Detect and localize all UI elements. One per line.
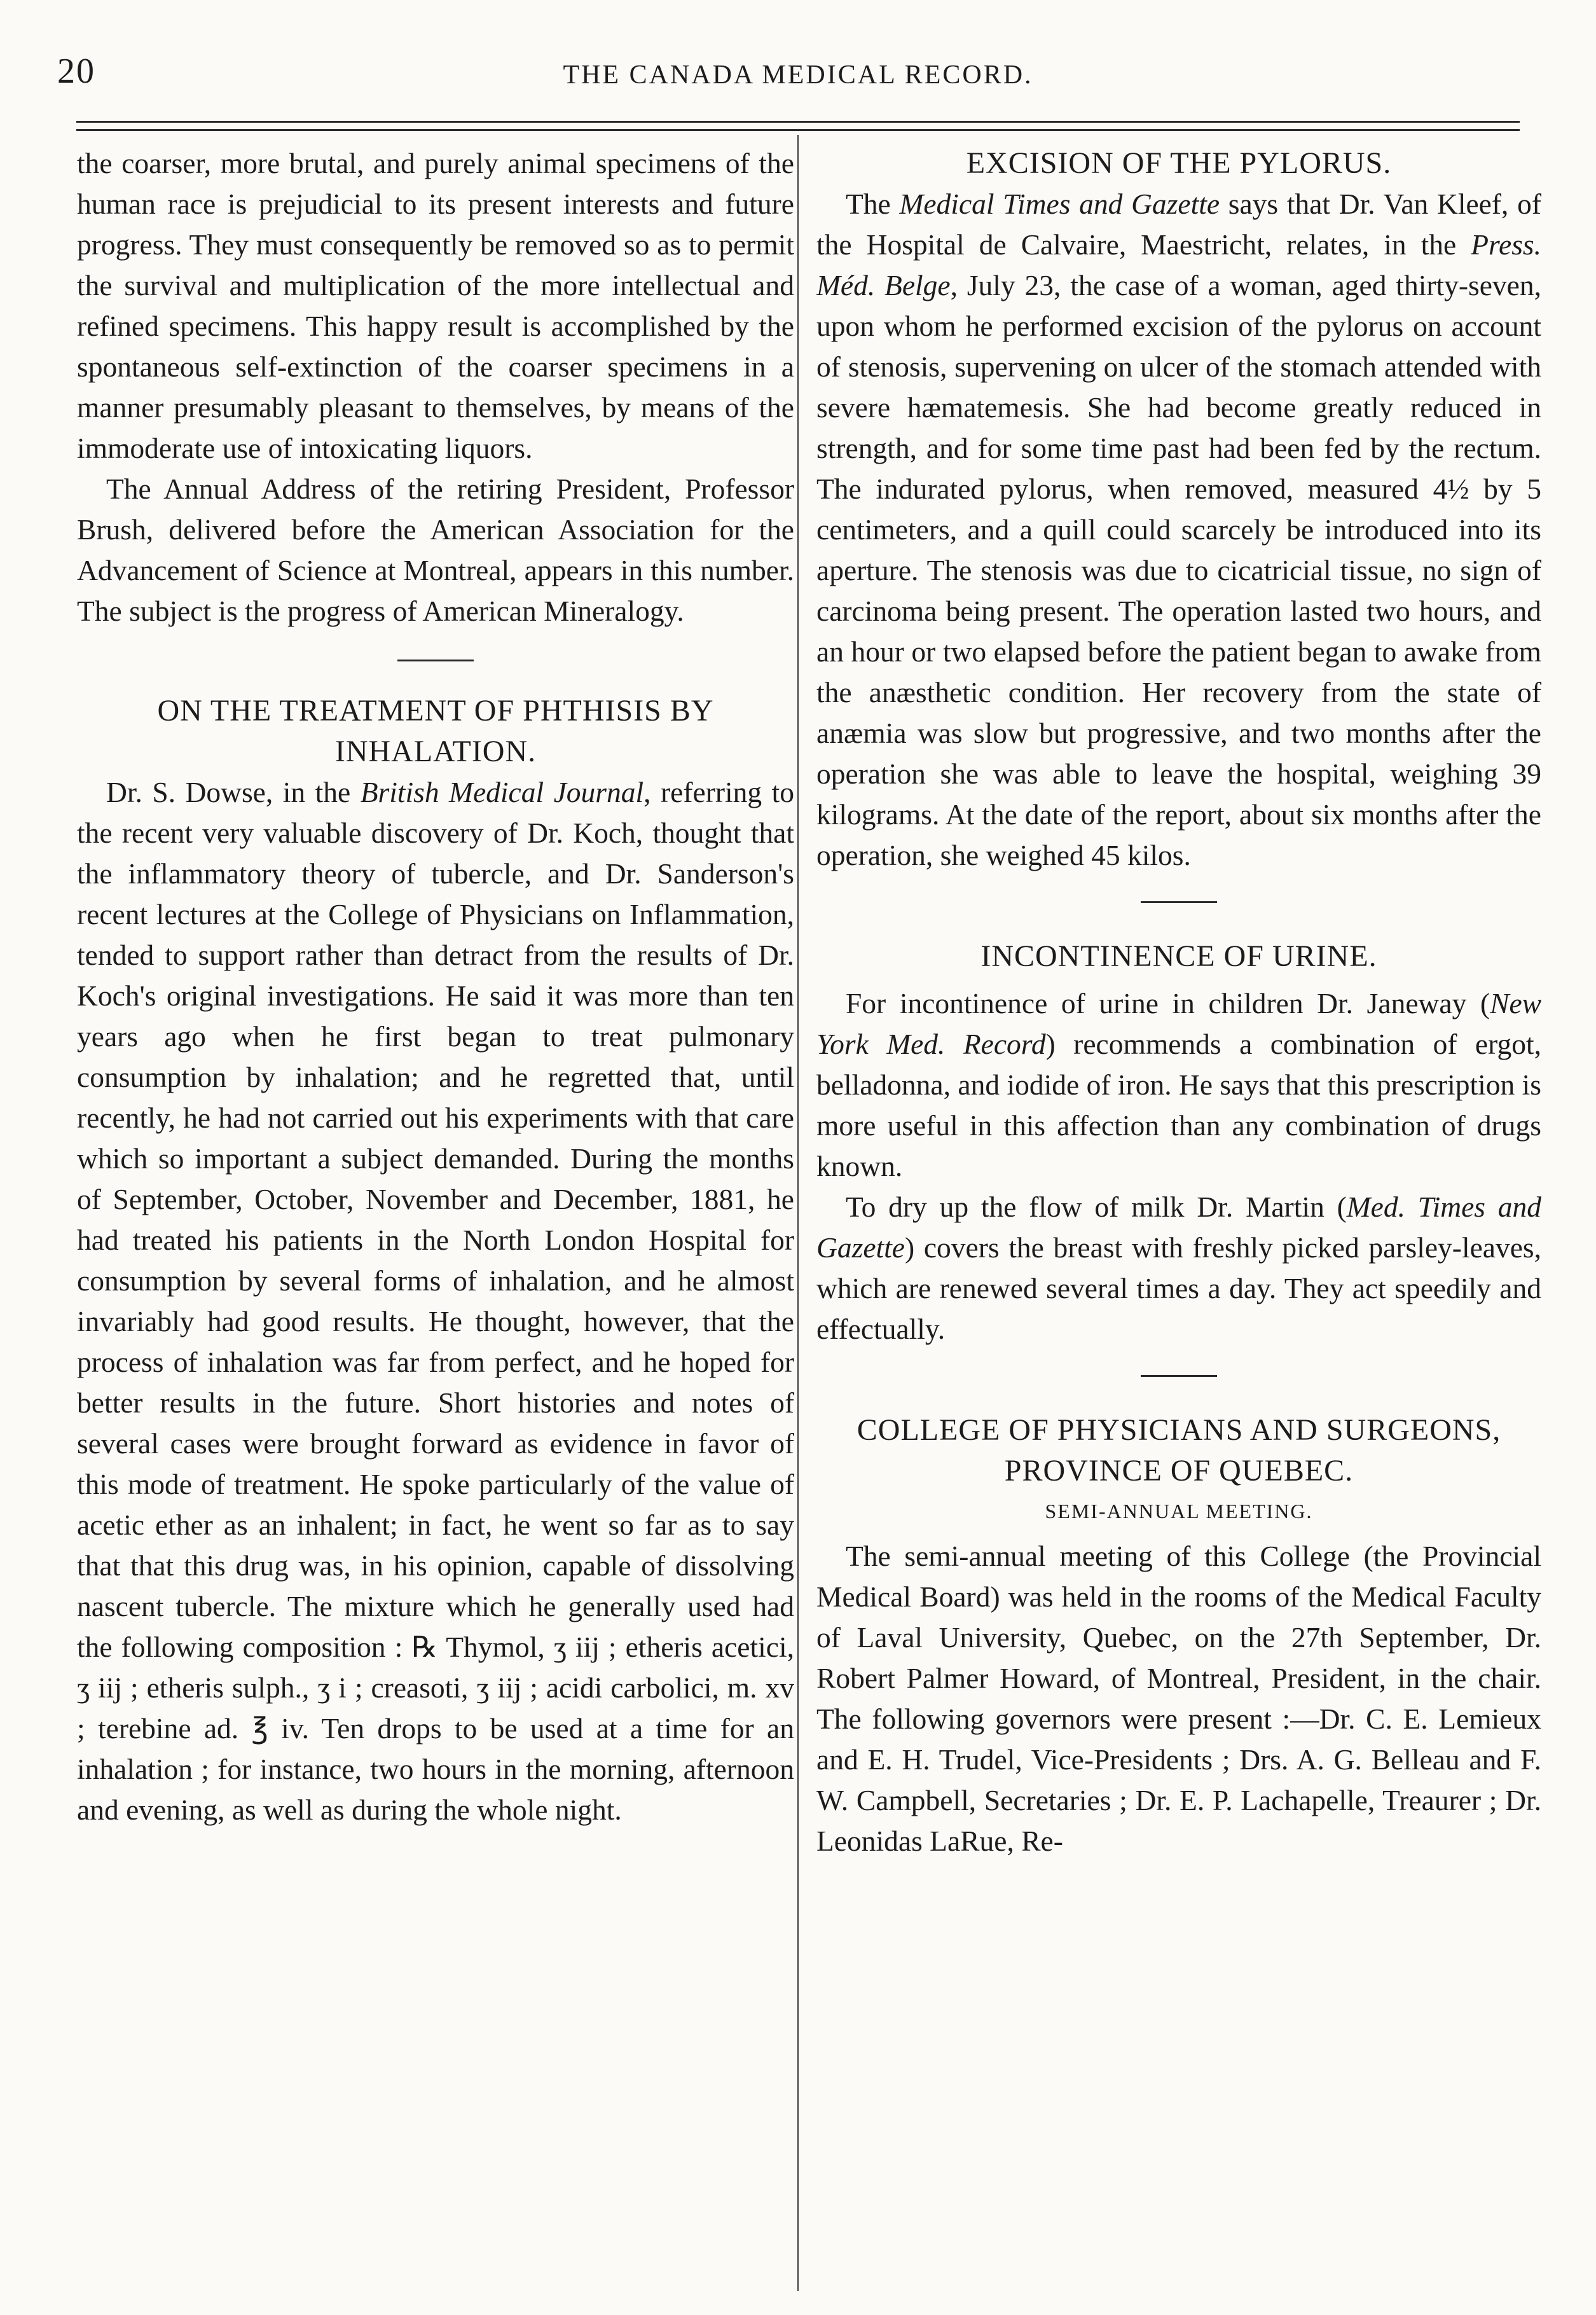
paragraph-annual-address: The Annual Address of the retiring President, Professor Brush, delivered before the American Association for the Advancement of Science at Montreal, appears in this number. The subject is the progress of American Mineralogy. bbox=[77, 473, 794, 627]
paragraph-continuation: the coarser, more brutal, and purely animal specimens of the human race is prejudicial to its present interests and future progress. They must consequently be removed so as to permit the survival and multiplication of the more intellectual and refined specimens. This happy result is accomplished by the spontaneous self-extinction of the coarser specimens in a manner presumably pleasant to themselves, by means of the immoderate use of intoxicating liquors. bbox=[77, 147, 794, 464]
journal-title: Press. Méd. Belge bbox=[816, 228, 1541, 301]
heading-college: COLLEGE OF PHYSICIANS AND SURGEONS, PROVINCE OF QUEBEC. bbox=[856, 1413, 1501, 1488]
journal-title: British Medical Journal bbox=[360, 776, 644, 808]
running-head: THE CANADA MEDICAL RECORD. bbox=[563, 60, 1033, 90]
subheading-meeting: SEMI-ANNUAL MEETING. bbox=[1045, 1500, 1313, 1523]
header-double-rule bbox=[76, 121, 1520, 131]
journal-title: New York Med. Record bbox=[816, 987, 1541, 1060]
paragraph-martin: To dry up the flow of milk Dr. Martin (Med. Times and Gazette) covers the breast with freshly picked parsley-leaves, which are renewed several times a day. They act speedily and effectually. bbox=[816, 1191, 1542, 1345]
journal-title: Medical Times and Gazette bbox=[899, 188, 1220, 220]
paragraph-janeway: For incontinence of urine in children Dr. Janeway (New York Med. Record) recommends a combination of ergot, belladonna, and iodide of iron. He says that this prescription is more useful in this affection than any combination of drugs known. bbox=[816, 987, 1541, 1182]
paragraph-pylorus: The Medical Times and Gazette says that Dr. Van Kleef, of the Hospital de Calvaire, Maestricht, relates, in the Press. Méd. Belge, July 23, the case of a woman, aged thirty-seven, upon whom he performed excision of the pylorus on account of stenosis, supervening on ulcer of the stomach attended with severe hæmatemesis. She had become greatly reduced in strength, and for some time past had been fed by the rectum. The indurated pylorus, when removed, measured 4½ by 5 centimeters, and a quill could scarcely be introduced into its aperture. The stenosis was due to cicatricial tissue, no sign of carcinoma being present. The operation lasted two hours, and an hour or two elapsed before the patient began to awake from the anæsthetic condition. Her recovery from the state of anæmia was slow but progressive, and two months after the operation she was able to leave the hospital, weighing 39 kilograms. At the date of the report, about six months after the operation, she weighed 45 kilos. bbox=[816, 188, 1542, 871]
page-number: 20 bbox=[57, 52, 95, 91]
column-divider bbox=[797, 135, 799, 2291]
paragraph-meeting: The semi-annual meeting of this College (the Provincial Medical Board) was held in the rooms of the Medical Faculty of Laval University, Quebec, on the 27th September, Dr. Robert Palmer Howard, of Montreal, President, in the chair. The following governors were present :—Dr. C. E. Lemieux and E. H. Trudel, Vice-Presidents ; Drs. A. G. Belleau and F. W. Campbell, Secretaries ; Dr. E. P. Lachapelle, Treaurer ; Dr. Leonidas LaRue, Re- bbox=[816, 1540, 1541, 1857]
page-header bbox=[38, 51, 1558, 102]
journal-title: Med. Times and Gazette bbox=[816, 1191, 1542, 1264]
heading-phthisis: ON THE TREATMENT OF PHTHISIS BY INHALATION. bbox=[157, 694, 714, 768]
left-column bbox=[77, 143, 794, 1830]
heading-pylorus: EXCISION OF THE PYLORUS. bbox=[966, 146, 1392, 180]
paragraph-dowse: Dr. S. Dowse, in the British Medical Journal, referring to the recent very valuable discovery of Dr. Koch, thought that the inflammatory theory of tubercle, and Dr. Sanderson's recent lectures at the College of Physicians on Inflammation, tended to support rather than detract from the results of Dr. Koch's original investigations. He said it was more than ten years ago when he first began to treat pulmonary consumption by inhalation; and he regretted that, until recently, he had not carried out his experiments with that care which so important a subject demanded. During the months of September, October, November and December, 1881, he had treated his patients in the North London Hospital for consumption by several forms of inhalation, and he almost invariably had good results. He thought, however, that the process of inhalation was far from perfect, and he hoped for better results in the future. Short histories and notes of several cases were brought forward as evidence in favor of this mode of treatment. He spoke particularly of the value of acetic ether as an inhalent; in fact, he went so far as to say that that this drug was, in his opinion, capable of dissolving nascent tubercle. The mixture which he generally used had the following composition : ℞ Thymol, ʒ iij ; etheris acetici, ʒ iij ; etheris sulph., ʒ i ; creasoti, ʒ iij ; acidi carbolici, m. xv ; terebine ad. ℥ iv. Ten drops to be used at a time for an inhalation ; for instance, two hours in the morning, afternoon and evening, as well as during the whole night. bbox=[77, 776, 795, 1826]
right-column bbox=[816, 143, 1541, 1862]
heading-urine: INCONTINENCE OF URINE. bbox=[980, 939, 1377, 973]
